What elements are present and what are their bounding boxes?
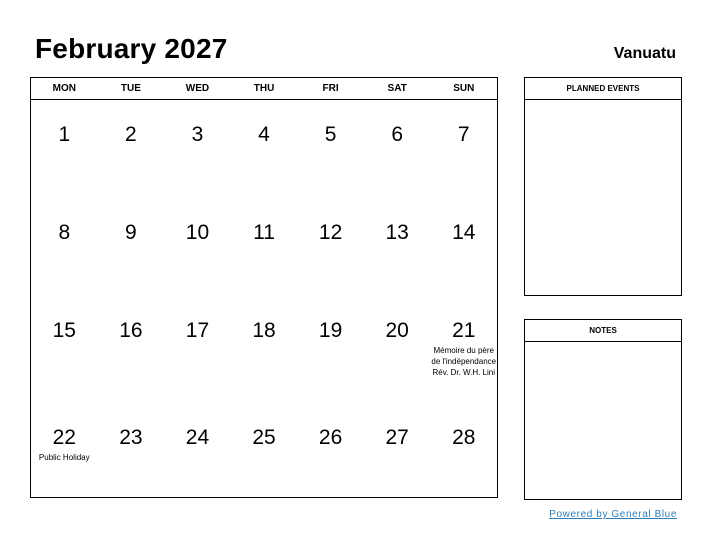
powered-by-link[interactable]: Powered by General Blue xyxy=(549,509,677,520)
day-cell xyxy=(164,122,231,148)
day-cell xyxy=(98,318,165,378)
day-cell xyxy=(297,425,364,463)
day-cell xyxy=(164,318,231,378)
day-number: 19 xyxy=(318,319,343,342)
day-cell xyxy=(430,425,497,463)
day-number: 3 xyxy=(191,123,204,146)
day-cell xyxy=(98,122,165,148)
calendar-grid xyxy=(30,77,498,498)
day-cell xyxy=(98,220,165,246)
day-number: 9 xyxy=(125,221,137,244)
day-number: 18 xyxy=(252,319,276,342)
holiday-label: Public Holiday xyxy=(38,453,90,462)
weekday-tue: TUE xyxy=(120,83,141,94)
day-cell xyxy=(364,122,431,148)
day-cell xyxy=(364,318,431,378)
planned-events-heading: PLANNED EVENTS xyxy=(525,78,681,100)
day-number: 11 xyxy=(253,221,275,244)
planned-events-panel xyxy=(524,77,682,296)
day-cell xyxy=(164,425,231,463)
weekday-wed: WED xyxy=(185,83,210,94)
day-number: 28 xyxy=(452,426,476,449)
day-number: 8 xyxy=(58,221,71,244)
weekday-header-row xyxy=(31,78,497,100)
week-row xyxy=(31,318,497,378)
day-number: 12 xyxy=(318,221,343,244)
day-cell xyxy=(297,318,364,378)
day-cell xyxy=(31,318,98,378)
day-cell xyxy=(231,122,298,148)
week-row xyxy=(31,425,497,463)
page-title: February 2027 xyxy=(35,33,228,64)
day-number: 23 xyxy=(119,426,143,449)
day-number: 22 xyxy=(52,426,76,449)
day-number: 25 xyxy=(252,426,276,449)
weekday-fri: FRI xyxy=(322,83,339,94)
day-number: 15 xyxy=(52,319,76,342)
weekday-mon: MON xyxy=(52,83,76,94)
day-cell xyxy=(430,318,497,378)
day-number: 14 xyxy=(452,221,476,244)
week-row xyxy=(31,122,497,148)
weekday-thu: THU xyxy=(253,83,275,94)
day-cell xyxy=(231,318,298,378)
day-cell xyxy=(430,220,497,246)
day-number: 6 xyxy=(391,123,404,146)
day-cell xyxy=(297,122,364,148)
day-cell xyxy=(231,425,298,463)
day-number: 27 xyxy=(385,426,409,449)
day-cell xyxy=(364,425,431,463)
week-row xyxy=(31,220,497,246)
day-cell xyxy=(297,220,364,246)
calendar-body xyxy=(31,100,497,498)
day-number: 13 xyxy=(385,221,409,244)
country-label: Vanuatu xyxy=(613,45,676,62)
day-number: 7 xyxy=(457,123,470,146)
day-number: 20 xyxy=(385,319,409,342)
day-cell xyxy=(31,122,98,148)
day-cell xyxy=(164,220,231,246)
day-cell xyxy=(31,425,98,463)
day-number: 17 xyxy=(185,319,210,342)
weekday-sun: SUN xyxy=(453,83,475,94)
weekday-sat: SAT xyxy=(387,83,407,94)
day-cell xyxy=(31,220,98,246)
day-number: 2 xyxy=(125,123,137,146)
notes-panel xyxy=(524,319,682,500)
day-number: 4 xyxy=(258,123,270,146)
day-cell xyxy=(98,425,165,463)
day-cell xyxy=(430,122,497,148)
day-cell xyxy=(231,220,298,246)
day-number: 16 xyxy=(119,319,143,342)
notes-heading: NOTES xyxy=(525,320,681,342)
day-number: 21 xyxy=(452,319,476,342)
day-number: 10 xyxy=(185,221,210,244)
holiday-label: Mémoire du père de l'indépendance Rév. Dr. W.H. Lini xyxy=(431,346,497,377)
day-number: 26 xyxy=(318,426,343,449)
day-number: 24 xyxy=(185,426,210,449)
day-number: 1 xyxy=(58,123,71,146)
day-cell xyxy=(364,220,431,246)
day-number: 5 xyxy=(324,123,337,146)
